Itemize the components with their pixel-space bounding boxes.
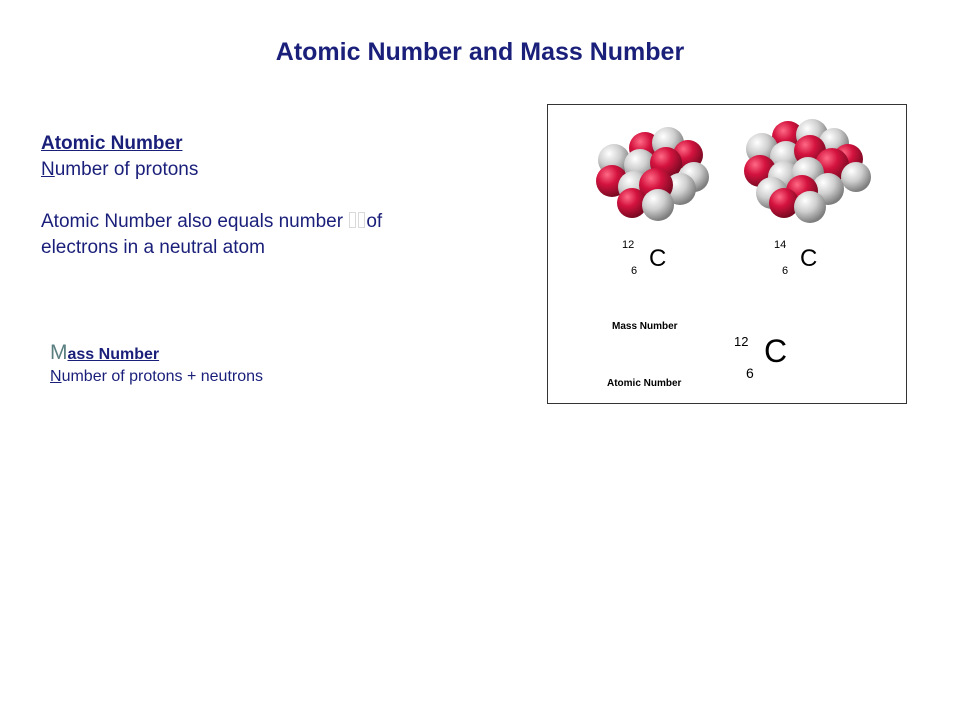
missing-glyph-icon <box>349 212 356 228</box>
legend-atomic-number: 6 <box>746 365 754 381</box>
atomic-number-label: Atomic Number <box>607 378 682 389</box>
carbon-14-nucleus-icon <box>744 119 871 223</box>
isotope1-symbol: C <box>649 245 667 272</box>
mass-number-heading <box>50 342 263 366</box>
isotope-figure <box>547 104 907 404</box>
page-title: Atomic Number and Mass Number <box>275 38 685 66</box>
atomic-number-section <box>41 131 382 261</box>
mass-number-label: Mass Number <box>612 321 678 332</box>
atomic-number-definition <box>41 157 382 183</box>
isotope1-atomic-number: 6 <box>631 265 638 277</box>
atomic-electrons-line-2: electrons in a neutral atom <box>41 237 265 258</box>
mass-number-definition <box>50 366 263 388</box>
carbon-12-nucleus-icon <box>596 127 709 221</box>
mass-heading-initial: M <box>50 341 68 364</box>
isotope2-symbol: C <box>800 245 818 272</box>
missing-glyph-icon <box>358 212 365 228</box>
mass-definition-initial: N <box>50 368 62 385</box>
mass-heading-rest: ass Number <box>67 346 160 363</box>
legend-mass-number: 12 <box>734 334 749 349</box>
legend-symbol: C <box>764 333 788 369</box>
atomic-definition-initial: N <box>41 159 55 180</box>
atomic-electrons-text-b: of <box>366 211 383 232</box>
mass-definition-rest: umber of protons + neutrons <box>61 368 264 385</box>
nucleus-illustrations <box>548 105 906 403</box>
isotope1-mass-number: 12 <box>622 239 635 251</box>
isotope2-mass-number: 14 <box>774 239 787 251</box>
atomic-electrons-text-a: Atomic Number also equals number <box>41 211 344 232</box>
mass-number-section <box>50 342 263 388</box>
isotope2-atomic-number: 6 <box>782 265 789 277</box>
atomic-number-heading: Atomic Number <box>41 133 183 154</box>
atomic-electrons-line-1 <box>41 209 382 235</box>
atomic-definition-rest: umber of protons <box>54 159 199 180</box>
